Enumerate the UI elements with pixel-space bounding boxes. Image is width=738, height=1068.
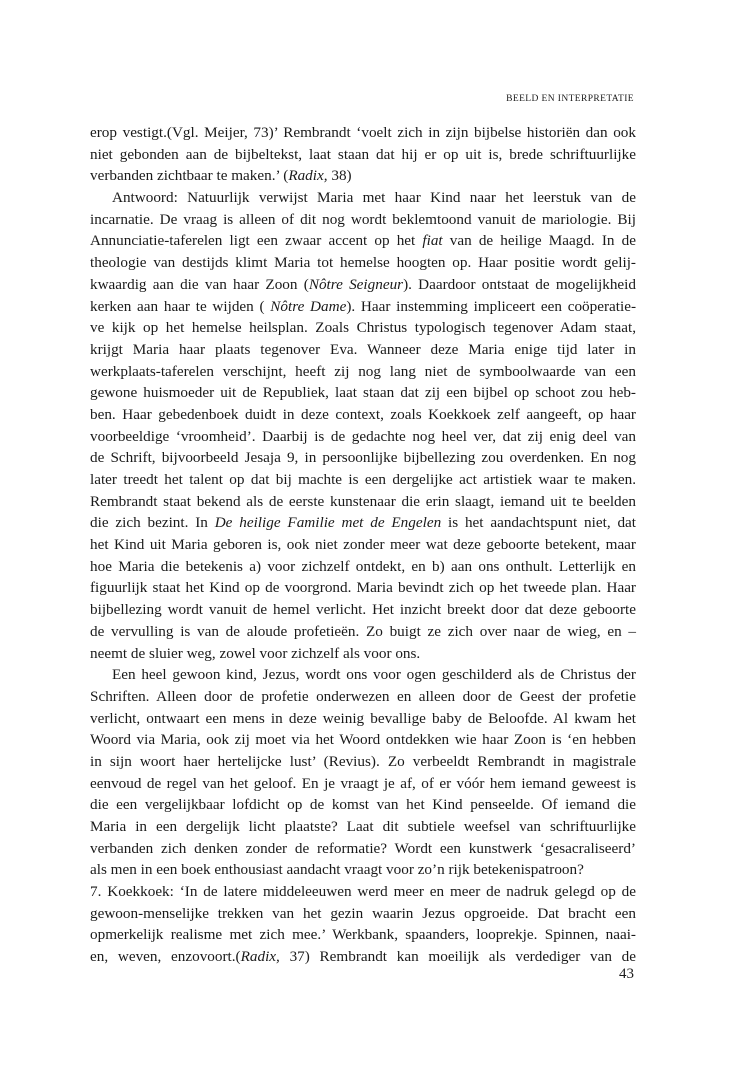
text-line: in sijn woort haer hertelijcke lust’ (Revius). Zo verbeeldt Rembrandt in magistrale	[90, 752, 636, 770]
text-line: figuurlijk staat het Kind op de voorgrond. Maria bevindt zich op het tweede plan. Haar	[90, 579, 636, 597]
text-line: kwaardig aan die van haar Zoon (Nôtre Seigneur). Daardoor ontstaat de mogelijkheid	[90, 275, 636, 293]
text-line: en, weven, enzovoort.(Radix, 37) Rembrandt kan moeilijk als verdediger van de	[90, 948, 636, 966]
text-line: theologie van destijds klimt Maria tot hemelse hoogten op. Haar positie wordt gelij-	[90, 254, 636, 272]
text-line: hoe Maria die betekenis a) voor zichzelf ontdekt, en b) aan ons onthult. Letterlijk en	[90, 557, 636, 575]
body-text	[90, 122, 636, 968]
running-header: BEELD EN INTERPRETATIE	[506, 94, 634, 104]
text-line: ben. Haar gebedenboek duidt in deze context, zoals Koekkoek zelf aangeeft, op haar	[90, 405, 636, 423]
text-line: bijbellezing wordt vanuit de hemel verlicht. Het inzicht breekt door dat deze geboorte	[90, 601, 636, 619]
text-line: kerken aan haar te wijden ( Nôtre Dame). Haar instemming impliceert een coöperatie-	[90, 297, 637, 315]
text-line: neemt de sluier weg, zowel voor zichzelf als voor ons.	[90, 644, 421, 662]
text-line: ve kijk op het hemelse heilsplan. Zoals Christus typologisch tegenover Adam staat,	[90, 319, 636, 337]
text-line: Maria in een dergelijk licht plaatste? Laat dit subtiele weefsel van schriftuurlijke	[90, 818, 636, 835]
text-line: Rembrandt staat bekend als de eerste kunstenaar die erin slaagt, iemand uit te beelden	[90, 492, 636, 510]
text-line: gewoon-menselijke trekken van het gezin waarin Jezus opgroeide. Dat bracht een	[90, 904, 636, 922]
text-line: die zich bezint. In De heilige Familie met de Engelen is het aandachtspunt niet, dat	[90, 514, 636, 532]
text-line: verbanden zich denken zonder de reformatie? Wordt een kunstwerk ‘gesacraliseerd’	[90, 839, 636, 857]
text-line: voorbeeldige ‘vroomheid’. Daarbij is de gedachte nog heel ver, dat zij enig deel van	[90, 427, 636, 445]
text-line: opmerkelijk realisme met zich mee.’ Werkbank, spaanders, looprekje. Spinnen, naai-	[90, 926, 636, 944]
text-line: Een heel gewoon kind, Jezus, wordt ons voor ogen geschilderd als de Christus der	[112, 666, 636, 684]
text-line: gewone huismoeder uit de Republiek, laat staan dat zij een bijbel op schoot zou heb-	[90, 384, 636, 402]
text-line: incarnatie. De vraag is alleen of dit nog wordt beklemtoond vanuit de mariologie. Bij	[90, 210, 636, 228]
text-line: werkplaats-taferelen verschijnt, heeft zij nog lang niet de symboolwaarde van een	[90, 362, 636, 380]
page-number: 43	[619, 966, 634, 982]
text-line: niet gebonden aan de bijbeltekst, laat staan dat hij er op uit is, brede schriftuurlijke	[90, 145, 636, 163]
text-line: verbanden zichtbaar te maken.’ (Radix, 38)	[90, 167, 352, 185]
text-line: de vervulling is van de aloude profetieën. Zo buigt ze zich over naar de wieg, en –	[90, 622, 636, 640]
text-line: Annunciatie-taferelen ligt een zwaar accent op het fiat van de heilige Maagd. In de	[90, 232, 636, 250]
text-line: Woord via Maria, ook zij moet via het Woord ontdekken wie haar Zoon is ‘en hebben	[90, 731, 636, 749]
text-line: de Schrift, bijvoorbeeld Jesaja 9, in persoonlijke bijbellezing zou overdenken. En nog	[90, 449, 636, 467]
text-line: het Kind uit Maria geboren is, ook niet zonder meer wat deze geboorte betekent, maar	[90, 536, 636, 554]
text-line: als men in een boek enthousiast aandacht vraagt voor zo’n rijk betekenispatroon?	[90, 861, 584, 879]
text-line: Antwoord: Natuurlijk verwijst Maria met haar Kind naar het leerstuk van de	[112, 189, 636, 207]
text-line: krijgt Maria haar plaats tegenover Eva. Wanneer deze Maria enige tijd later in	[90, 340, 636, 358]
text-line: 7. Koekkoek: ‘In de latere middeleeuwen werd meer en meer de nadruk gelegd op de	[90, 883, 636, 901]
text-line: die een vergelijkbaar lofdicht op de komst van het Kind penseelde. Of iemand die	[90, 796, 636, 814]
text-line: Schriften. Alleen door de profetie onderwezen en alleen door de Geest der profetie	[90, 687, 636, 705]
text-line: eenvoud de regel van het geloof. En je vraagt je af, of er vóór hem iemand geweest is	[90, 774, 636, 792]
text-line: verlicht, ontwaart een mens in deze weinig bevallige baby de Beloofde. Al kwam het	[90, 709, 636, 727]
text-line: erop vestigt.(Vgl. Meijer, 73)’ Rembrandt ‘voelt zich in zijn bijbelse historiën dan ook	[90, 124, 636, 141]
text-line: later treedt het talent op dat bij machte is een dergelijke act artistiek waar te maken.	[90, 471, 636, 488]
